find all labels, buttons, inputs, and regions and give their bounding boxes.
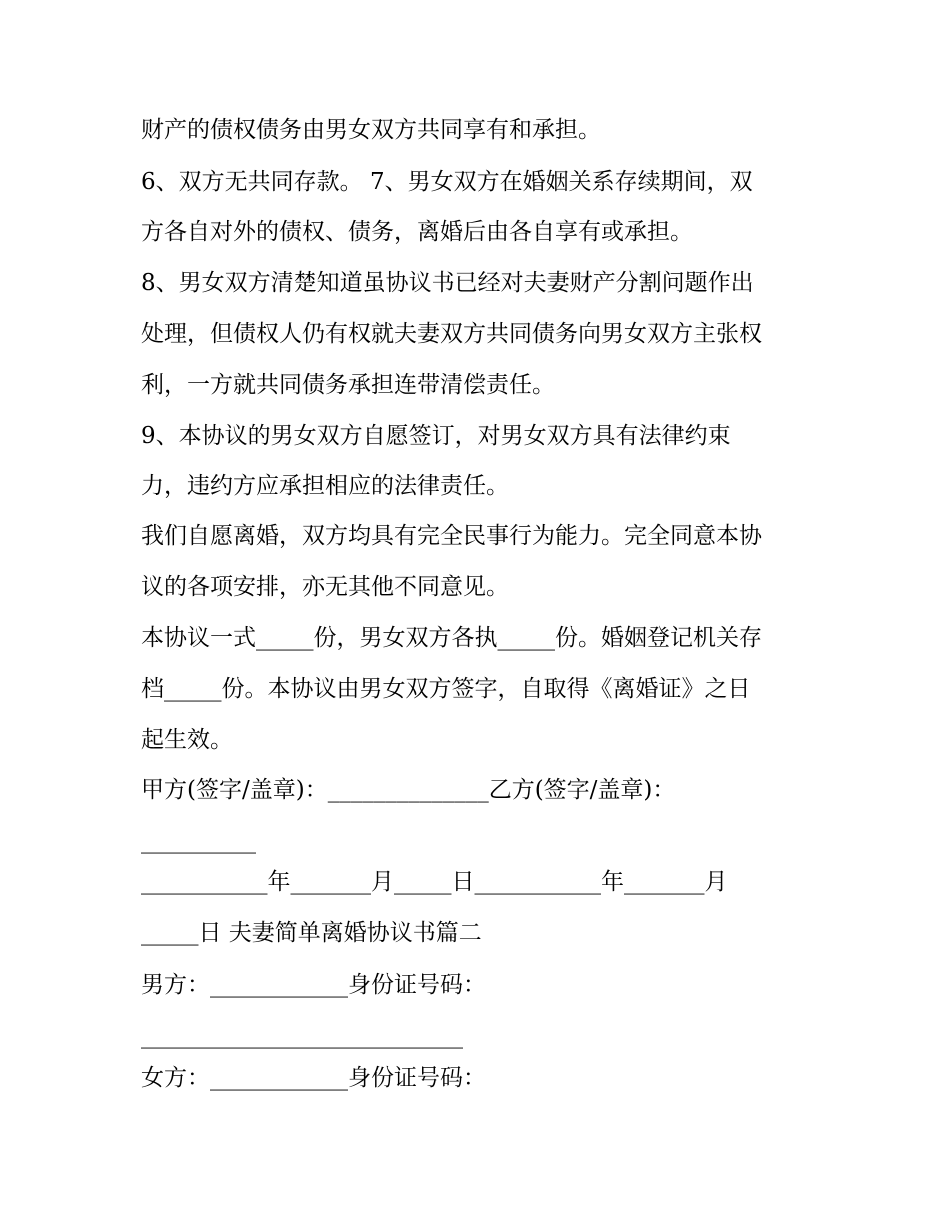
signature-blank: __________ [141, 828, 256, 854]
id-number-blank: ____________________________ [141, 1023, 463, 1049]
signature-line-parties: 甲方(签字/盖章)：______________乙方(签字/盖章)： [141, 777, 676, 803]
paragraph-line: 议的各项安排，亦无其他不同意见。 [141, 574, 509, 600]
paragraph-line: 档_____份。本协议由男女双方签字，自取得《离婚证》之日 [141, 676, 751, 702]
paragraph-line: 财产的债权债务由男女双方共同享有和承担。 [141, 117, 601, 143]
paragraph-line: 6、双方无共同存款。 7、男女双方在婚姻关系存续期间，双 [141, 169, 753, 195]
paragraph-line: 利，一方就共同债务承担连带清偿责任。 [141, 372, 555, 398]
male-party-line: 男方：____________身份证号码： [141, 972, 486, 998]
paragraph-line: 8、男女双方清楚知道虽协议书已经对夫妻财产分割问题作出 [141, 270, 754, 296]
paragraph-line: 力，违约方应承担相应的法律责任。 [141, 473, 509, 499]
paragraph-line: 我们自愿离婚，双方均具有完全民事行为能力。完全同意本协 [141, 523, 762, 549]
paragraph-line: 9、本协议的男女双方自愿签订，对男女双方具有法律约束 [141, 423, 731, 449]
paragraph-line: 本协议一式_____份，男女双方各执_____份。婚姻登记机关存 [141, 625, 762, 651]
paragraph-line: 处理，但债权人仍有权就夫妻双方共同债务向男女双方主张权 [141, 321, 762, 347]
paragraph-line: 方各自对外的债权、债务，离婚后由各自享有或承担。 [141, 219, 693, 245]
date-line: ___________年_______月_____日___________年_______月 [141, 869, 728, 895]
female-party-line: 女方：____________身份证号码： [141, 1065, 486, 1091]
date-line-and-heading: _____日 夫妻简单离婚协议书篇二 [141, 920, 482, 946]
paragraph-line: 起生效。 [141, 727, 233, 753]
